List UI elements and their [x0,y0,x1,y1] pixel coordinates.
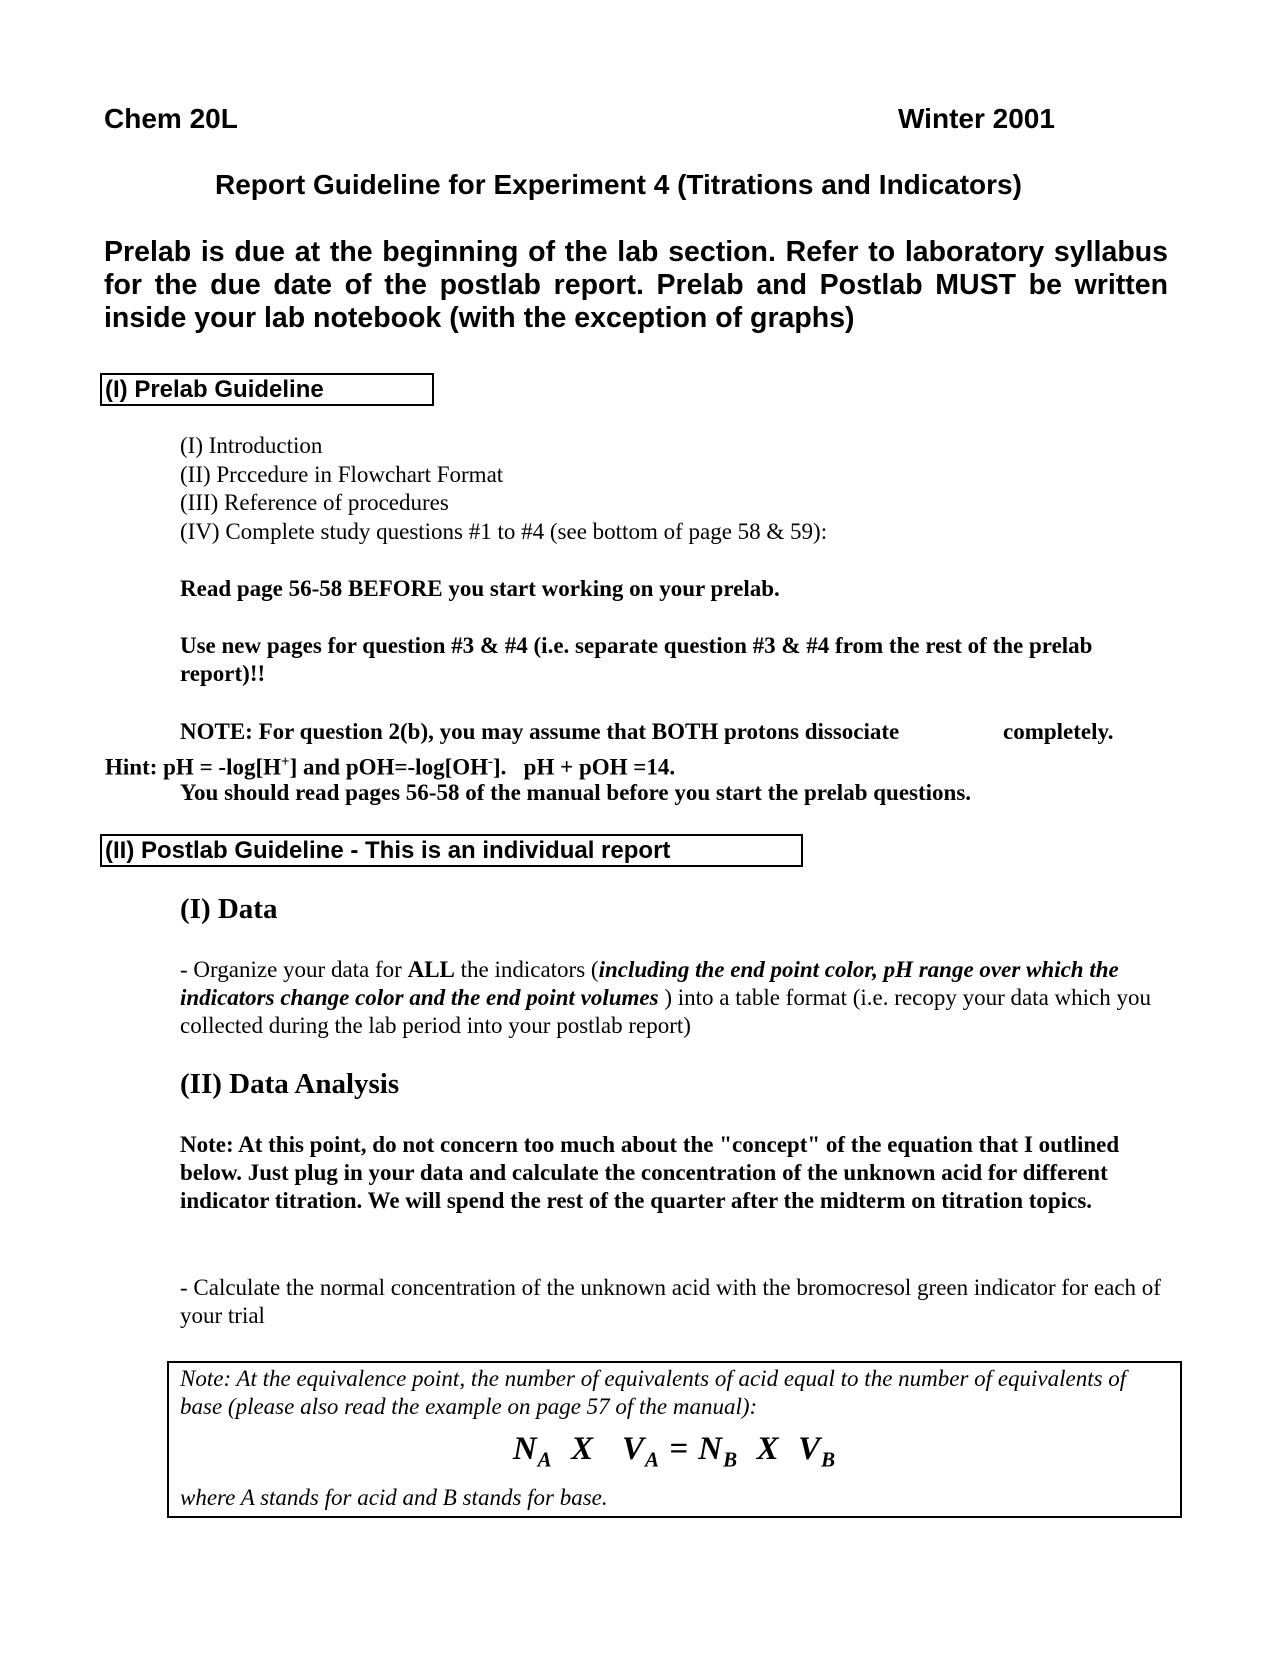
new-pages-note: Use new pages for question #3 & #4 (i.e. separate question #3 & #4 from the rest of the prelab report)!! [180,633,1093,686]
data-instructions: - Organize your data for ALL the indicators (including the end point color, pH range over which the indicators change color and the end point volumes ) into a table format (i.e. recopy your data which you collected during the lab period into your postlab report) [180,957,1151,1038]
course-code: Chem 20L [104,103,238,134]
read-manual-note: You should read pages 56-58 of the manual before you start the prelab questions. [180,780,972,805]
variable-legend: where A stands for acid and B stands for base. [180,1485,608,1510]
read-before-note: Read page 56-58 BEFORE you start working on your prelab. [180,576,780,601]
equivalence-note: Note: At the equivalence point, the number of equivalents of acid equal to the number of equivalents of base (please also read the example on page 57 of the manual): [180,1366,1127,1419]
data-heading: (I) Data [180,893,278,925]
equivalence-equation: $N_A$ X $V_A = N_B$ X $V_B$ [512,1431,837,1472]
analysis-note: Note: At this point, do not concern too much about the "concept" of the equation that I outlined below. Just plug in your data and calculate the concentration of the unknown acid for different indicator titration. We will spend the rest of the quarter after the midterm on titration topics. [180,1132,1120,1213]
list-item: (II) Prccedure in Flowchart Format [180,461,504,487]
prelab-item-list [180,432,827,546]
postlab-section-heading: (II) Postlab Guideline - This is an individual report [100,834,803,867]
data-analysis-heading: (II) Data Analysis [180,1068,400,1100]
list-item: (I) Introduction [180,433,323,458]
list-item: (III) Reference of procedures [180,490,449,515]
ph-hint: Hint: pH = -log[H+] and pOH=-log[OH-]. pH + pOH =14. [105,754,676,780]
intro-paragraph: Prelab is due at the beginning of the lab section. Refer to laboratory syllabus for the due date of the postlab report. Prelab and Postlab MUST be written inside your lab notebook (with the exception of graphs) [104,236,1168,334]
term: Winter 2001 [898,103,1055,134]
equivalence-note-box [167,1361,1182,1518]
prelab-section-heading: (I) Prelab Guideline [100,373,434,406]
question-2b-note: NOTE: For question 2(b), you may assume that BOTH protons dissociate [180,719,900,744]
question-2b-note-end: completely. [1003,719,1114,744]
list-item: (IV) Complete study questions #1 to #4 (see bottom of page 58 & 59): [180,518,828,544]
calculation-instructions: - Calculate the normal concentration of the unknown acid with the bromocresol green indicator for each of your trial [180,1275,1161,1328]
page-title: Report Guideline for Experiment 4 (Titrations and Indicators) [215,169,1022,200]
